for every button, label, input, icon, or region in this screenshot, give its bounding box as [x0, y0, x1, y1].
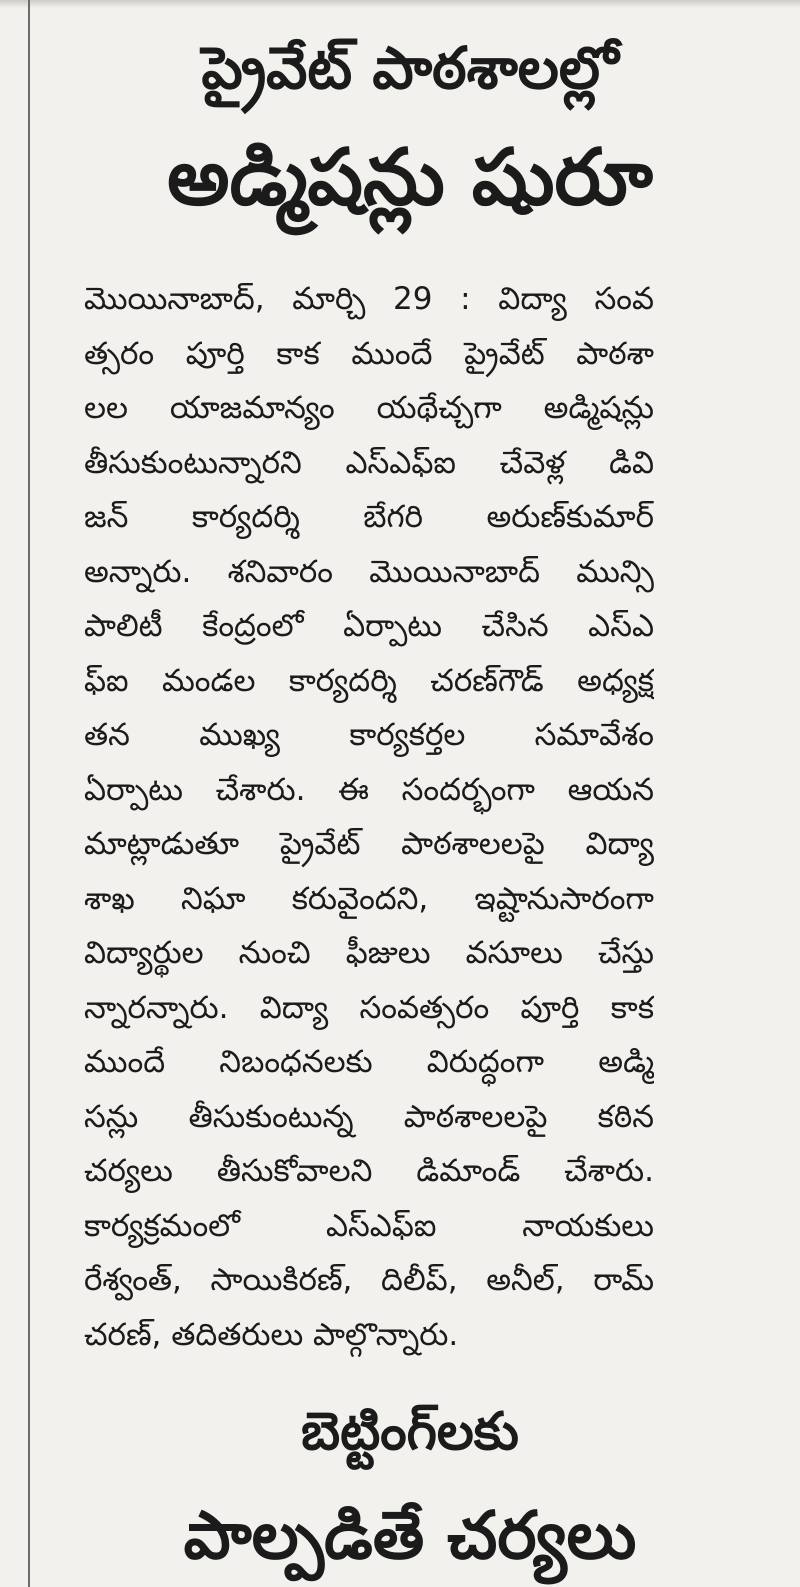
- next-headline-line-2: పాల్పడితే చర్యలు: [183, 1497, 637, 1574]
- article-line: అన్నారు. శనివారం మొయినాబాద్ మున్సి: [84, 553, 654, 590]
- article-line: రేశ్వంత్, సాయికిరణ్, దిలీప్, అనీల్, రామ్: [84, 1262, 654, 1298]
- article-line: విద్యార్థుల నుంచి ఫీజులు వసూలు చేస్తు: [84, 935, 654, 971]
- next-headline-line-1: బెట్టింగ్‌లకు: [301, 1402, 519, 1462]
- article-line: పాలిటీ కేంద్రంలో ఏర్పాటు చేసిన ఎస్ఎ: [84, 608, 654, 644]
- cropped-top-edge: [0, 0, 800, 8]
- article-line: చర్యలు తీసుకోవాలని డిమాండ్ చేశారు.: [84, 1153, 654, 1189]
- article-line: ఫ్ఐ మండల కార్యదర్శి చరణ్‌గౌడ్ అధ్యక్ష: [84, 662, 654, 699]
- article-body: [84, 272, 654, 1362]
- column-divider: [28, 0, 30, 1587]
- article-line: శాఖ నిఘా కరువైందని, ఇష్టానుసారంగా: [84, 880, 654, 917]
- article-line: లల యాజమాన్యం యథేచ్చగా అడ్మిషన్లు: [84, 390, 654, 426]
- article-line: మాట్లాడుతూ ప్రైవేట్ పాఠశాలలపై విద్యా: [84, 826, 654, 862]
- article-line: జన్ కార్యదర్శి బేగరి అరుణ్‌కుమార్: [84, 499, 654, 535]
- article-line: కార్యక్రమంలో ఎస్ఎఫ్ఐ నాయకులు: [84, 1207, 654, 1244]
- article-line: తన ముఖ్య కార్యకర్తల సమావేశం: [84, 717, 654, 753]
- article-line: సన్లు తీసుకుంటున్న పాఠశాలలపై కఠిన: [84, 1098, 654, 1135]
- article-line: న్నారన్నారు. విద్యా సంవత్సరం పూర్తి కాక: [84, 989, 654, 1026]
- article-line: తీసుకుంటున్నారని ఎస్ఎఫ్ఐ చేవెళ్ల డివి: [84, 444, 654, 481]
- article-line: త్సరం పూర్తి కాక ముందే ప్రైవేట్ పాఠశా: [84, 335, 654, 372]
- article-line: మొయినాబాద్, మార్చి 29 : విద్యా సంవ: [84, 281, 654, 317]
- headline-line-1: ప్రైవేట్ పాఠశాలల్లో: [201, 34, 619, 102]
- article-line: ఏర్పాటు చేశారు. ఈ సందర్భంగా ఆయన: [84, 771, 654, 808]
- article-line: చరణ్, తదితరులు పాల్గొన్నారు.: [84, 1316, 459, 1353]
- article-line: ముందే నిబంధనలకు విరుద్ధంగా అడ్మి: [84, 1044, 654, 1080]
- headline-line-2: అడ్మిషన్లు షురూ: [167, 133, 653, 223]
